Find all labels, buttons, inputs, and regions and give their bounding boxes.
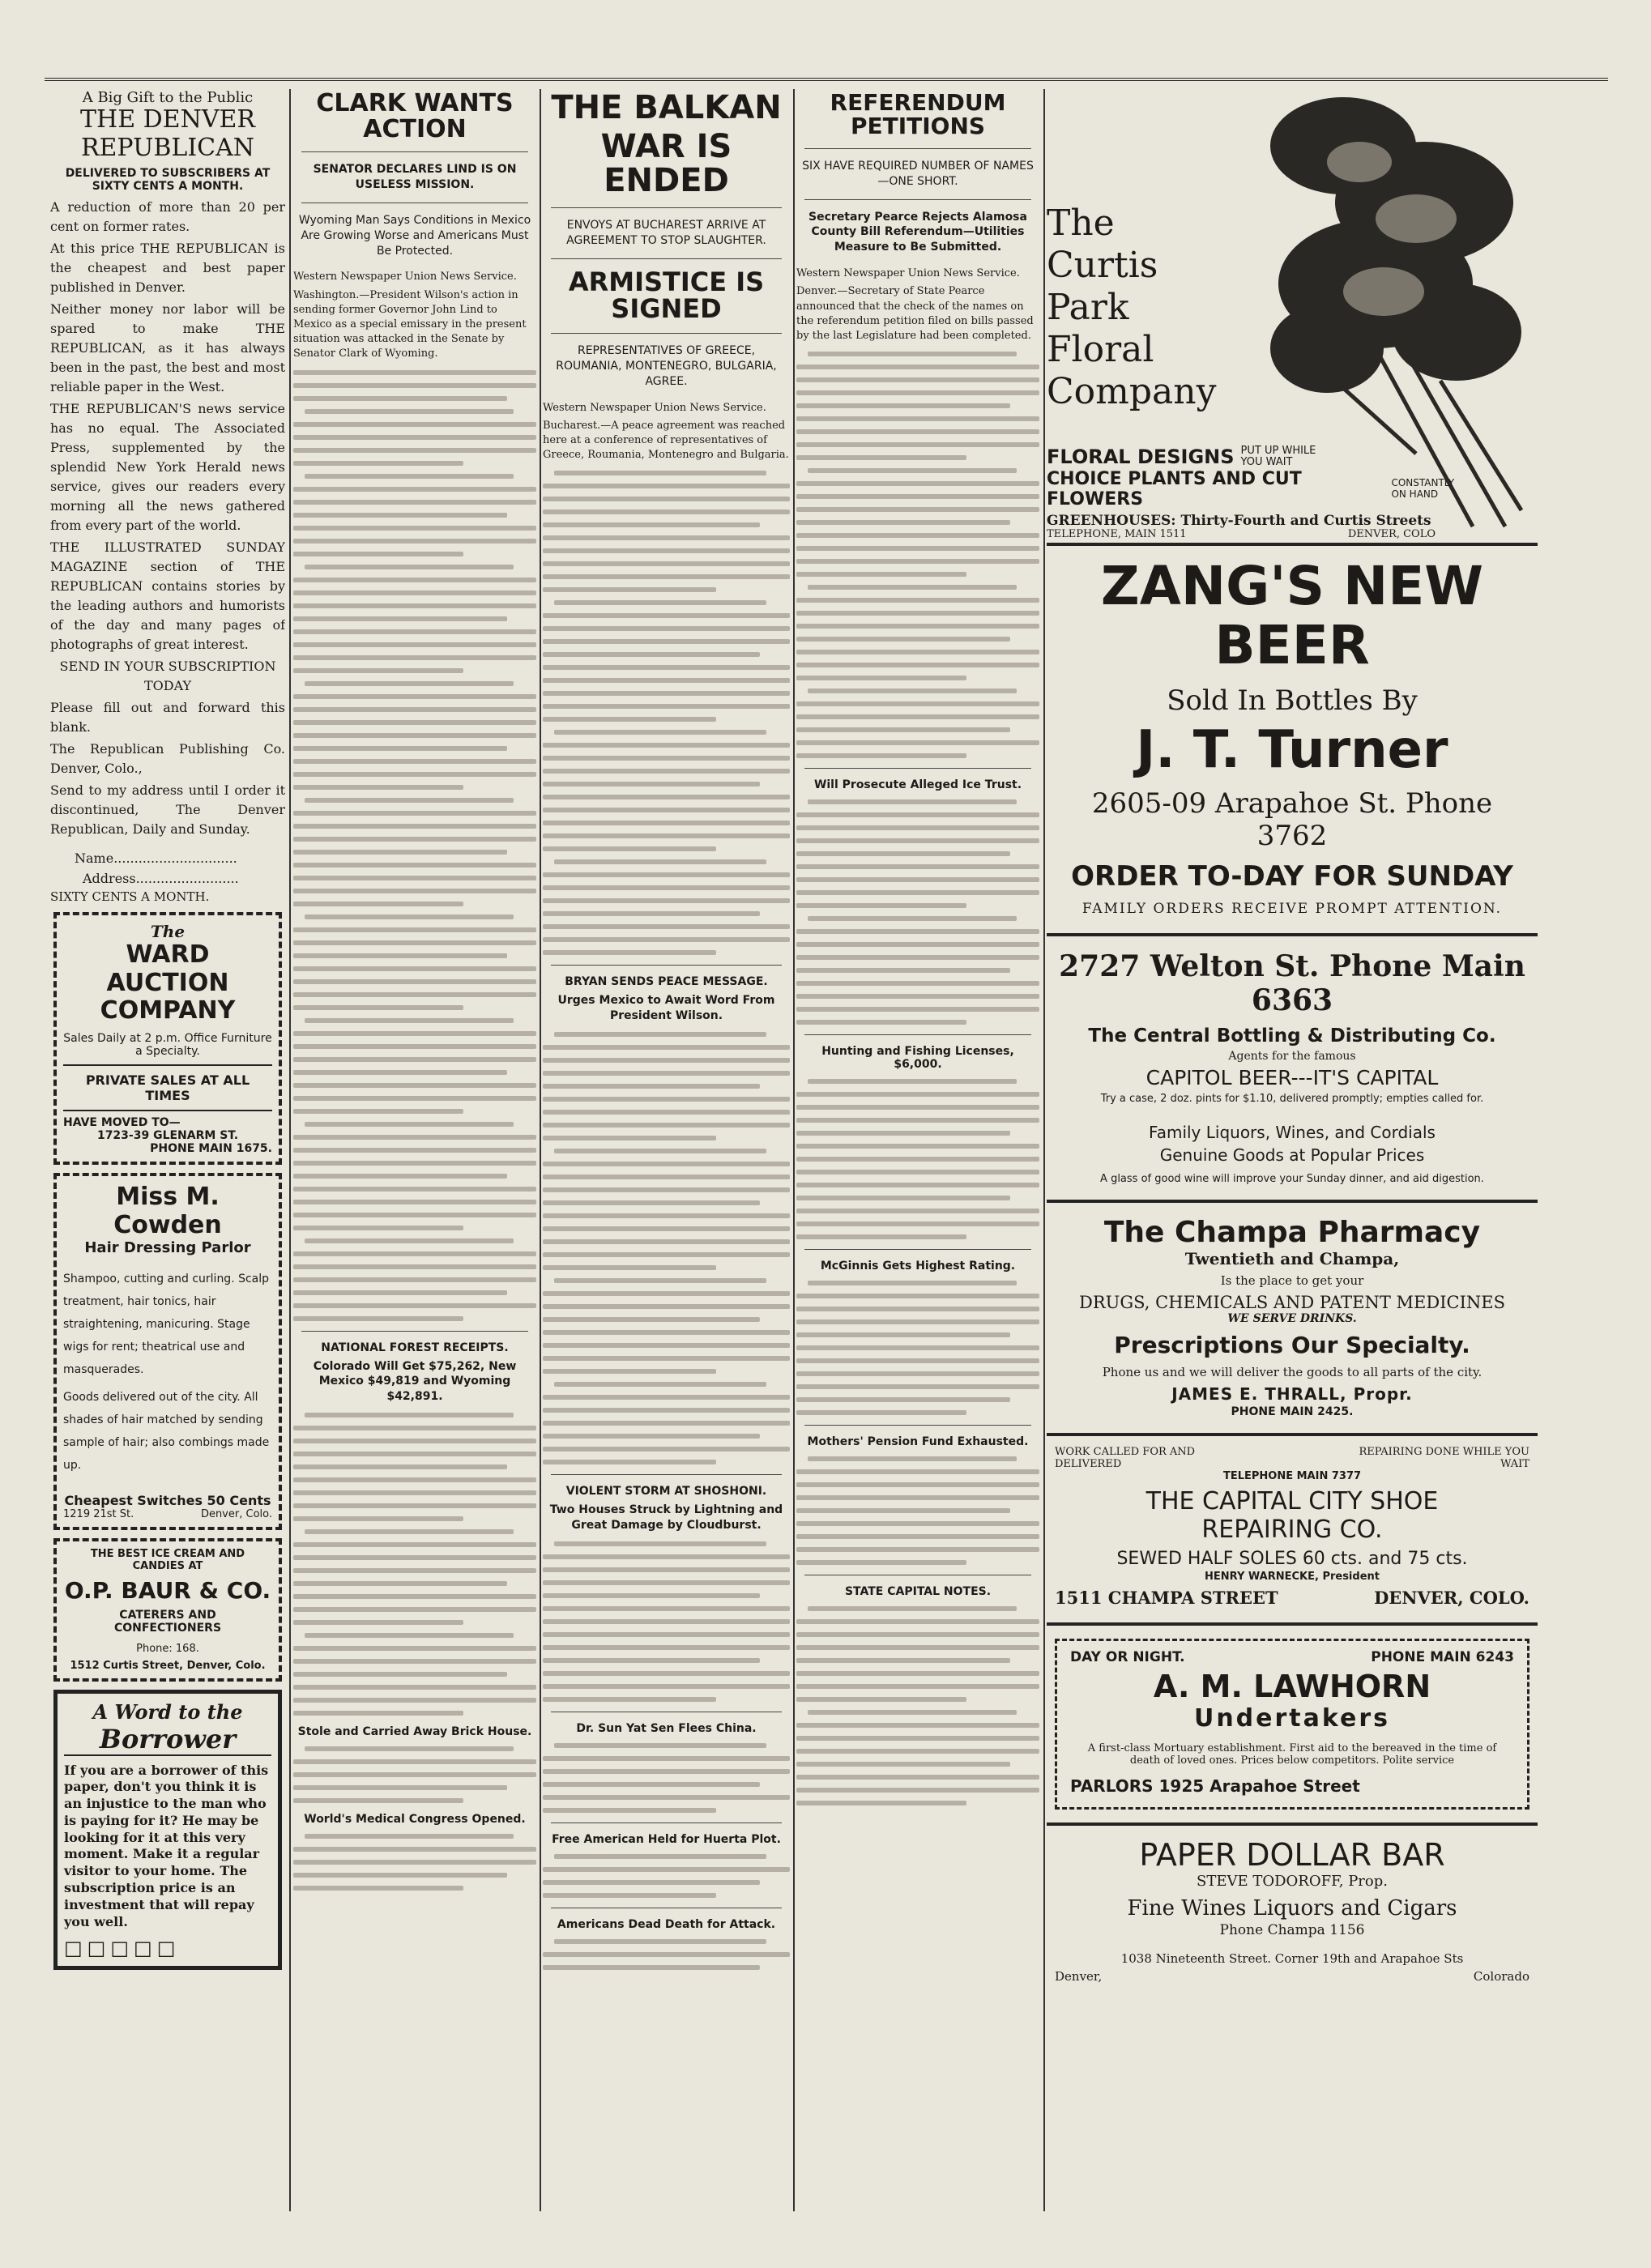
armistice-headline: ARMISTICE IS SIGNED [568, 266, 765, 325]
balkan-deck: REPRESENTATIVES OF GREECE, ROUMANIA, MONTENEGRO, BULGARIA, AGREE. [556, 343, 777, 388]
column-rule [1043, 89, 1045, 2211]
curtis-park-ad [1047, 89, 1538, 546]
baur-address: 1512 Curtis Street, Denver, Colo. [70, 1659, 266, 1672]
bottling-genuine: Genuine Goods at Popular Prices [1159, 1145, 1425, 1165]
sixty-cents: SIXTY CENTS A MONTH. [50, 889, 210, 904]
ice-headline: Will Prosecute Alleged Ice Trust. [813, 778, 1022, 792]
champa-phone: PHONE MAIN 2425. [1231, 1405, 1354, 1418]
free-body [543, 1854, 790, 1898]
gift-headline: A Big Gift to the Public [82, 89, 254, 106]
promo-paragraph: Neither money nor labor will be spared to make THE REPUBLICAN, as it has always been in the past, the best and most reliable paper in the West. [50, 301, 285, 394]
clark-headline: CLARK WANTS ACTION [316, 89, 514, 143]
clark-subhead: SENATOR DECLARES LIND IS ON USELESS MISSION. [313, 163, 517, 191]
zang-sold: Sold In Bottles By [1167, 684, 1418, 718]
ward-the: The [150, 922, 186, 941]
medical-headline: World's Medical Congress Opened. [304, 1813, 526, 1827]
bottling-ad [1047, 936, 1538, 1203]
forest-body [293, 1413, 536, 1716]
paper-dollar-wines: Fine Wines Liquors and Cigars [1127, 1895, 1457, 1921]
forest-headline: NATIONAL FOREST RECEIPTS. [321, 1341, 509, 1354]
curtis-city: DENVER, COLO [1347, 528, 1436, 540]
medical-body [293, 1834, 536, 1891]
baur-ad [53, 1538, 282, 1682]
zang-line-2: BEER [1214, 613, 1370, 676]
column-rule [540, 89, 541, 2211]
name-field[interactable]: Name.............................. [75, 850, 237, 866]
shoe-name-2: REPAIRING CO. [1201, 1515, 1383, 1544]
bottling-agents: Agents for the famous [1228, 1049, 1356, 1063]
baur-caterers: CATERERS AND [119, 1608, 216, 1622]
referendum-lead: Denver.—Secretary of State Pearce announced that the check of the names on the referendum petition filed on bills passed by the last Legislature had been completed. [796, 285, 1034, 342]
champa-ad [1047, 1203, 1538, 1436]
cowden-address: 1219 21st St. [63, 1507, 134, 1520]
ward-auction-ad [53, 912, 282, 1165]
promo-paragraph: THE ILLUSTRATED SUNDAY MAGAZINE section of THE REPUBLICAN contains stories by the leading authors and humorists of the day and many pages of photographs of great interest. [50, 539, 285, 652]
brick-headline: Stole and Carried Away Brick House. [297, 1725, 532, 1739]
shoe-repairing: REPAIRING DONE WHILE YOU WAIT [1359, 1445, 1529, 1470]
pension-body [796, 1456, 1039, 1565]
capital-body [796, 1606, 1039, 1805]
bottling-name: The Central Bottling & Distributing Co. [1088, 1025, 1496, 1047]
curtis-choice: CHOICE PLANTS AND CUT FLOWERS [1047, 468, 1302, 509]
baur-phone: Phone: 168. [136, 1642, 199, 1655]
curtis-name: Curtis [1047, 244, 1158, 286]
cowden-city: Denver, Colo. [200, 1507, 272, 1520]
storm-subhead: Two Houses Struck by Lightning and Great Damage by Cloudburst. [549, 1503, 783, 1533]
paper-dollar-phone: Phone Champa 1156 [1219, 1921, 1365, 1938]
bottling-address: 2727 Welton St. Phone Main 6363 [1059, 949, 1525, 1017]
free-headline: Free American Held for Huerta Plot. [552, 1832, 781, 1846]
champa-serve: WE SERVE DRINKS. [1227, 1311, 1357, 1325]
paper-dollar-owner: STEVE TODOROFF, Prop. [1196, 1872, 1388, 1890]
borrower-title: A Word to the [92, 1699, 243, 1724]
champa-place: Is the place to get your [1220, 1273, 1364, 1288]
balkan-headline: WAR IS ENDED [600, 128, 732, 199]
curtis-floral: Floral [1047, 328, 1154, 370]
borrower-ad [53, 1690, 282, 1971]
champa-owner: JAMES E. THRALL, Propr. [1171, 1383, 1413, 1404]
zang-line-1: ZANG'S NEW [1100, 555, 1484, 617]
top-rule [45, 78, 1608, 81]
zang-order: ORDER TO-DAY FOR SUNDAY [1071, 859, 1513, 893]
paper-dollar-city: Denver, [1055, 1968, 1103, 1984]
hunting-headline: Hunting and Fishing Licenses, $6,000. [821, 1045, 1014, 1072]
lawhorn-ad [1047, 1626, 1538, 1826]
shoe-soles: SEWED HALF SOLES 60 cts. and 75 cts. [1116, 1548, 1468, 1569]
hunting-body [796, 1079, 1039, 1239]
curtis-company: Company [1047, 370, 1217, 412]
name-label: Name [75, 850, 114, 866]
clark-deck: Wyoming Man Says Conditions in Mexico Are Growing Worse and Americans Must Be Protected. [298, 213, 531, 258]
paper-dollar-ad [1047, 1826, 1538, 1989]
service-line: Western Newspaper Union News Service. [796, 267, 1020, 280]
baur-top: THE BEST ICE CREAM AND CANDIES AT [90, 1547, 245, 1572]
referendum-deck: Secretary Pearce Rejects Alamosa County Bill Referendum—Utilities Measure to Be Submitted. [808, 210, 1027, 254]
borrower-boxes: □□□□□ [64, 1937, 181, 1960]
ice-body [796, 799, 1039, 1025]
paper-dollar-address: 1038 Nineteenth Street. Corner 19th and Arapahoe Sts [1120, 1950, 1464, 1966]
clark-body [293, 370, 536, 1321]
lawhorn-day: DAY OR NIGHT. [1070, 1648, 1185, 1665]
column-2 [293, 89, 536, 1899]
ward-sales: Sales Daily at 2 p.m. Office Furniture a Specialty. [63, 1031, 272, 1058]
curtis-telephone: TELEPHONE, MAIN 1511 [1047, 528, 1187, 540]
brick-body [293, 1746, 536, 1803]
bryan-headline: BRYAN SENDS PEACE MESSAGE. [565, 975, 768, 989]
mcginnis-body [796, 1281, 1039, 1415]
sun-headline: Dr. Sun Yat Sen Flees China. [576, 1721, 757, 1735]
shoe-work: WORK CALLED FOR AND DELIVERED [1055, 1445, 1196, 1470]
shoe-president: HENRY WARNECKE, President [1205, 1570, 1380, 1583]
cowden-switches: Cheapest Switches 50 Cents [64, 1492, 271, 1508]
sun-body [543, 1743, 790, 1813]
mcginnis-headline: McGinnis Gets Highest Rating. [820, 1260, 1016, 1273]
referendum-body [796, 352, 1039, 758]
promo-paragraph: Send to my address until I order it discontinued, The Denver Republican, Daily and Sunday. [50, 782, 285, 837]
champa-location: Twentieth and Champa, [1184, 1248, 1400, 1268]
service-line: Western Newspaper Union News Service. [543, 401, 766, 414]
cowden-ad [53, 1173, 282, 1530]
promo-paragraph: Please fill out and forward this blank. [50, 700, 285, 735]
storm-headline: VIOLENT STORM AT SHOSHONI. [565, 1485, 767, 1498]
column-1 [50, 89, 285, 1978]
lawhorn-phone: PHONE MAIN 6243 [1371, 1648, 1514, 1665]
promo-paragraph: THE REPUBLICAN'S news service has no equal. The Associated Press, supplemented by the splendid New York Herald news service, gives our readers every morning all the news gathered from every part of the world. [50, 401, 285, 533]
bryan-subhead: Urges Mexico to Await Word From President Wilson. [557, 994, 775, 1023]
paper-name-2: REPUBLICAN [80, 133, 255, 162]
curtis-designs: FLORAL DESIGNS [1047, 446, 1235, 469]
ward-private: PRIVATE SALES AT ALL TIMES [85, 1072, 250, 1103]
champa-name: The Champa Pharmacy [1103, 1215, 1481, 1249]
zang-ad [1047, 546, 1538, 936]
delivered-line: SIXTY CENTS A MONTH. [92, 180, 244, 193]
ward-name: COMPANY [100, 996, 236, 1025]
promo-paragraph: SEND IN YOUR SUBSCRIPTION TODAY [59, 659, 276, 693]
clark-lead: Washington.—President Wilson's action in sending former Governor John Lind to Mexico as a special emissary in the present situation was attacked in the Senate by Senator Clark of Wyoming. [293, 288, 527, 360]
dead-body [543, 1939, 790, 1970]
balkan-headline: THE BALKAN [551, 89, 782, 126]
dead-headline: Americans Dead Death for Attack. [557, 1917, 776, 1931]
storm-body [543, 1541, 790, 1702]
cowden-body: Shampoo, cutting and curling. Scalp treatment, hair tonics, hair straightening, manicuring. Stage wigs for rent; theatrical use and masquerades. [63, 1272, 270, 1376]
address-field[interactable]: Address......................... [83, 871, 239, 886]
curtis-greenhouses: GREENHOUSES: Thirty-Fourth and Curtis Streets [1047, 512, 1431, 529]
column-4 [796, 89, 1039, 1814]
service-line: Western Newspaper Union News Service. [293, 271, 517, 284]
paper-dollar-name: PAPER DOLLAR BAR [1139, 1836, 1445, 1873]
shoe-name-1: THE CAPITAL CITY SHOE [1145, 1486, 1439, 1516]
lawhorn-body: A first-class Mortuary establishment. First aid to the bereaved in the time of death of loved ones. Prices below competitors. Polite service [1087, 1742, 1497, 1767]
borrower-title: Borrower [64, 1724, 271, 1756]
champa-prescriptions: Prescriptions Our Specialty. [1114, 1331, 1470, 1358]
ward-phone: PHONE MAIN 1675. [150, 1141, 272, 1155]
referendum-headline: REFERENDUM PETITIONS [830, 89, 1006, 140]
shoe-ad [1047, 1436, 1538, 1626]
borrower-body: If you are a borrower of this paper, don't you think it is an injustice to the man who is paying for it? He may be looking for it at this very moment. Make it a regular visitor to your home. The subscription price is an investment that will repay you well. [64, 1762, 269, 1929]
ward-moved: HAVE MOVED TO— [63, 1115, 181, 1129]
zang-family: FAMILY ORDERS RECEIVE PROMPT ATTENTION. [1081, 900, 1503, 917]
bottling-capitol: CAPITOL BEER---IT'S CAPITAL [1145, 1065, 1439, 1089]
curtis-park: Park [1047, 286, 1129, 328]
delivered-line: DELIVERED TO SUBSCRIBERS AT [65, 167, 271, 180]
paper-dollar-state: Colorado [1473, 1968, 1529, 1984]
paper-name-1: THE DENVER [80, 105, 255, 134]
cowden-parlor: Hair Dressing Parlor [84, 1238, 251, 1256]
forest-subhead: Colorado Will Get $75,262, New Mexico $49,819 and Wyoming $42,891. [313, 1359, 517, 1404]
shoe-telephone: TELEPHONE MAIN 7377 [1222, 1469, 1362, 1482]
bryan-body [543, 1032, 790, 1464]
lawhorn-parlors: PARLORS 1925 Arapahoe Street [1070, 1776, 1360, 1796]
zang-address: 2605-09 Arapahoe St. Phone 3762 [1091, 787, 1493, 852]
lawhorn-name: A. M. LAWHORN [1153, 1668, 1431, 1704]
capital-headline: STATE CAPITAL NOTES. [844, 1585, 992, 1599]
lawhorn-undertakers: Undertakers [1193, 1703, 1391, 1733]
promo-paragraph: A reduction of more than 20 per cent on former rates. [50, 199, 285, 234]
column-3 [543, 89, 790, 1978]
curtis-constantly: CONSTANTLY ON HAND [1391, 477, 1455, 500]
shoe-city: DENVER, COLO. [1374, 1587, 1529, 1608]
column-5-ads [1047, 89, 1538, 1989]
promo-paragraph: The Republican Publishing Co. Denver, Colo., [50, 741, 285, 776]
bottling-try: Try a case, 2 doz. pints for $1.10, delivered promptly; empties called for. [1100, 1092, 1484, 1105]
cowden-name: Miss M. Cowden [113, 1182, 222, 1239]
referendum-subhead: SIX HAVE REQUIRED NUMBER OF NAMES—ONE SHORT. [802, 159, 1034, 188]
curtis-the: The [1047, 202, 1115, 244]
zang-turner: J. T. Turner [1136, 720, 1448, 781]
curtis-putup: PUT UP WHILE YOU WAIT [1240, 445, 1316, 469]
balkan-body [543, 471, 790, 955]
pension-headline: Mothers' Pension Fund Exhausted. [807, 1435, 1029, 1449]
baur-confectioners: CONFECTIONERS [113, 1621, 222, 1635]
balkan-lead: Bucharest.—A peace agreement was reached here at a conference of representatives of Greece, Roumania, Montenegro and Bulgaria. [543, 419, 789, 462]
shoe-street: 1511 CHAMPA STREET [1055, 1587, 1278, 1608]
ward-address: 1723-39 GLENARM ST. [96, 1128, 239, 1142]
cowden-body-2: Goods delivered out of the city. All shades of hair matched by sending sample of hair; also combings made up. [63, 1390, 270, 1472]
bottling-glass: A glass of good wine will improve your Sunday dinner, and aid digestion. [1100, 1172, 1484, 1185]
address-label: Address [83, 871, 136, 886]
bottling-family: Family Liquors, Wines, and Cordials [1149, 1122, 1436, 1142]
champa-drugs: DRUGS, CHEMICALS AND PATENT MEDICINES [1079, 1292, 1505, 1312]
column-rule [289, 89, 291, 2211]
column-rule [793, 89, 795, 2211]
champa-phone-us: Phone us and we will deliver the goods to all parts of the city. [1102, 1364, 1482, 1379]
baur-name: O.P. BAUR & CO. [64, 1576, 271, 1604]
balkan-subhead: ENVOYS AT BUCHAREST ARRIVE AT AGREEMENT TO STOP SLAUGHTER. [566, 219, 766, 247]
ward-name: WARD AUCTION [106, 940, 229, 997]
promo-paragraph: At this price THE REPUBLICAN is the cheapest and best paper published in Denver. [50, 241, 285, 295]
